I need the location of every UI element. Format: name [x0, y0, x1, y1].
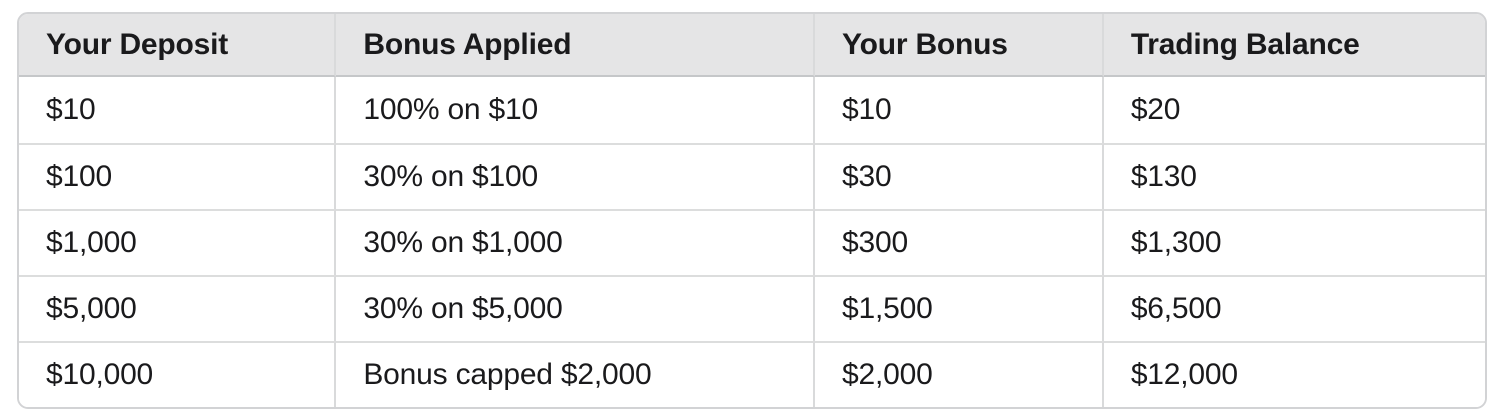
table-row — [19, 275, 1485, 341]
cell-bonus-applied: 30% on $5,000 — [336, 275, 815, 341]
cell-deposit: $10,000 — [19, 341, 336, 407]
cell-trading-balance: $20 — [1104, 77, 1485, 143]
cell-deposit: $10 — [19, 77, 336, 143]
cell-your-bonus: $1,500 — [815, 275, 1104, 341]
table-row — [19, 341, 1485, 407]
cell-trading-balance: $1,300 — [1104, 209, 1485, 275]
header-your-bonus: Your Bonus — [815, 14, 1104, 77]
table-row — [19, 77, 1485, 143]
bonus-table — [19, 14, 1485, 407]
cell-your-bonus: $2,000 — [815, 341, 1104, 407]
header-your-deposit: Your Deposit — [19, 14, 336, 77]
cell-your-bonus: $30 — [815, 143, 1104, 209]
cell-bonus-applied: 30% on $100 — [336, 143, 815, 209]
cell-bonus-applied: Bonus capped $2,000 — [336, 341, 815, 407]
table-row — [19, 143, 1485, 209]
cell-deposit: $5,000 — [19, 275, 336, 341]
cell-bonus-applied: 100% on $10 — [336, 77, 815, 143]
table-row — [19, 209, 1485, 275]
cell-deposit: $100 — [19, 143, 336, 209]
cell-trading-balance: $130 — [1104, 143, 1485, 209]
cell-trading-balance: $6,500 — [1104, 275, 1485, 341]
header-trading-balance: Trading Balance — [1104, 14, 1485, 77]
cell-your-bonus: $300 — [815, 209, 1104, 275]
cell-deposit: $1,000 — [19, 209, 336, 275]
cell-trading-balance: $12,000 — [1104, 341, 1485, 407]
cell-your-bonus: $10 — [815, 77, 1104, 143]
header-row — [19, 14, 1485, 77]
header-bonus-applied: Bonus Applied — [336, 14, 815, 77]
cell-bonus-applied: 30% on $1,000 — [336, 209, 815, 275]
deposit-bonus-table — [17, 12, 1487, 409]
